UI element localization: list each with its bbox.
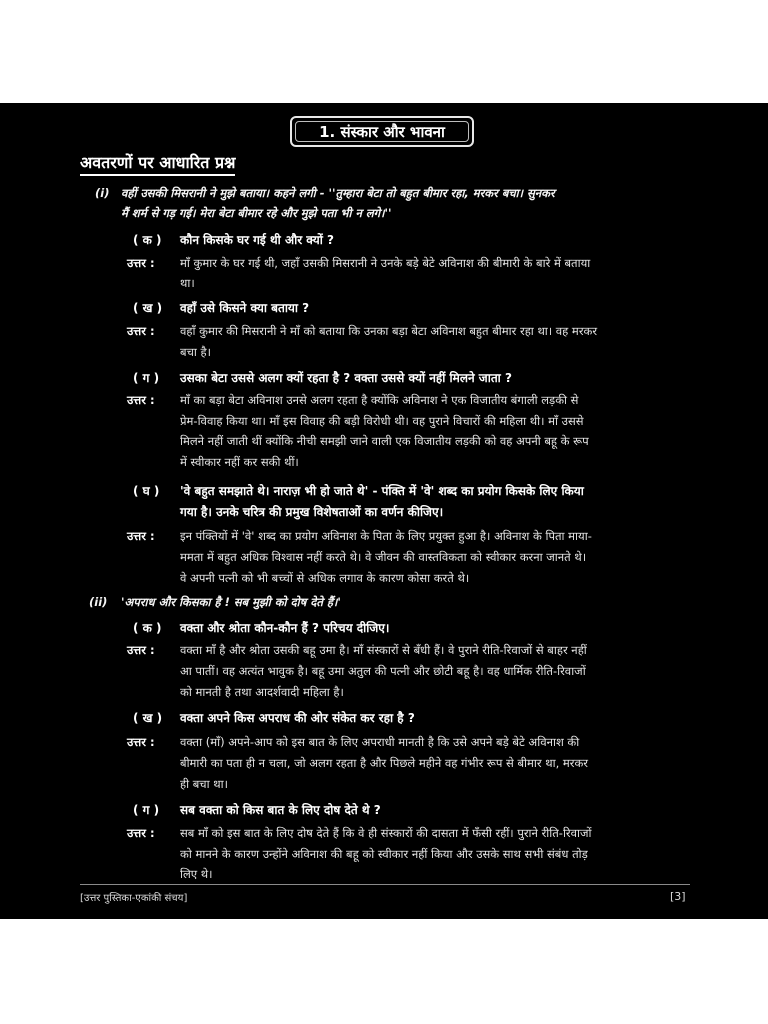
answer-line: लिए थे। bbox=[180, 867, 213, 881]
answer-line: माँ का बड़ा बेटा अविनाश उनसे अलग रहता है क्योंकि अविनाश ने एक विजातीय बंगाली लड़की से bbox=[180, 393, 579, 407]
answer-line: वक्ता माँ है और श्रोता उसकी बहू उमा है। माँ संस्कारों से बँधी हैं। वे पुराने रीति-रिवाजों से बाहर नहीं bbox=[180, 643, 587, 657]
answer-line: बचा है। bbox=[180, 345, 211, 359]
answer-line: को मानती है तथा आदर्शवादी महिला है। bbox=[180, 685, 344, 699]
answer-label: उत्तर : bbox=[127, 529, 155, 543]
answer-line: ही बचा था। bbox=[180, 777, 228, 791]
question-mark: ( ग ) bbox=[133, 371, 160, 385]
page-number: [3] bbox=[670, 890, 686, 903]
answer-label: उत्तर : bbox=[127, 643, 155, 657]
section-heading: अवतरणों पर आधारित प्रश्न bbox=[80, 153, 235, 176]
question-text: वक्ता और श्रोता कौन-कौन हैं ? परिचय दीजिए। bbox=[180, 621, 390, 635]
answer-line: सब माँ को इस बात के लिए दोष देते हैं कि वे ही संस्कारों की दासता में फँसी रहीं। पुराने रीति-रिवाजों bbox=[180, 826, 592, 840]
answer-label: उत्तर : bbox=[127, 256, 155, 270]
answer-line: को मानने के कारण उन्होंने अविनाश की बहू को स्वीकार नहीं किया और उसके साथ सभी संबंध तोड़ bbox=[180, 847, 588, 861]
passage-line: मैं शर्म से गड़ गई। मेरा बेटा बीमार रहे और मुझे पता भी न लगे।'' bbox=[121, 206, 392, 220]
question-text: उसका बेटा उससे अलग क्यों रहता है ? वक्ता उससे क्यों नहीं मिलने जाता ? bbox=[180, 371, 512, 385]
question-mark: ( ख ) bbox=[133, 711, 163, 725]
question-text: सब वक्ता को किस बात के लिए दोष देते थे ? bbox=[180, 803, 381, 817]
answer-line: वे अपनी पत्नी को भी बच्चों से अधिक लगाव के कारण कोसा करते थे। bbox=[180, 571, 470, 585]
question-mark: ( क ) bbox=[133, 621, 162, 635]
answer-label: उत्तर : bbox=[127, 826, 155, 840]
question-text: 'वे बहुत समझाते थे। नाराज़ भी हो जाते थे' - पंक्ति में 'वे' शब्द का प्रयोग किसके लिए किया bbox=[180, 484, 584, 498]
document-page bbox=[0, 103, 768, 919]
question-mark: ( ग ) bbox=[133, 803, 160, 817]
answer-line: माँ कुमार के घर गई थी, जहाँ उसकी मिसरानी ने उनके बड़े बेटे अविनाश की बीमारी के बारे में बताया bbox=[180, 256, 591, 270]
answer-line: बीमारी का पता ही न चला, जो अलग रहता है और पिछले महीने वह गंभीर रूप से बीमार था, मरकर bbox=[180, 756, 588, 770]
question-mark: ( ख ) bbox=[133, 301, 163, 315]
answer-line: ममता में बहुत अधिक विश्वास नहीं करते थे। वे जीवन की वास्तविकता को स्वीकार करना जानते थे। bbox=[180, 550, 587, 564]
question-mark: ( घ ) bbox=[133, 484, 160, 498]
answer-line: था। bbox=[180, 276, 195, 290]
passage-line: 'अपराध और किसका है ! सब मुझी को दोष देते हैं।' bbox=[121, 595, 341, 609]
answer-label: उत्तर : bbox=[127, 735, 155, 749]
answer-line: आ पातीं। वह अत्यंत भावुक है। बहू उमा अतुल की पत्नी और छोटी बहू है। वह धार्मिक रीति-रिवाजों bbox=[180, 664, 586, 678]
passage-number: (i) bbox=[95, 186, 110, 200]
answer-line: वक्ता (माँ) अपने-आप को इस बात के लिए अपराधी मानती है कि उसे अपने बड़े बेटे अविनाश की bbox=[180, 735, 580, 749]
footer-divider bbox=[80, 884, 690, 885]
question-text: वक्ता अपने किस अपराध की ओर संकेत कर रहा है ? bbox=[180, 711, 415, 725]
question-text: गया है। उनके चरित्र की प्रमुख विशेषताओं का वर्णन कीजिए। bbox=[180, 505, 444, 519]
question-text: कौन किसके घर गई थी और क्यों ? bbox=[180, 233, 334, 247]
question-mark: ( क ) bbox=[133, 233, 162, 247]
answer-line: वहाँ कुमार की मिसरानी ने माँ को बताया कि उनका बड़ा बेटा अविनाश बहुत बीमार रहा था। वह मरकर bbox=[180, 324, 598, 338]
answer-line: मिलने नहीं जाती थीं क्योंकि नीची समझी जाने वाली एक विजातीय लड़की को वह अपनी बहू के रूप bbox=[180, 434, 589, 448]
answer-label: उत्तर : bbox=[127, 324, 155, 338]
answer-line: प्रेम-विवाह किया था। माँ इस विवाह की बड़ी विरोधी थी। वह पुराने विचारों की महिला थी। माँ उससे bbox=[180, 414, 584, 428]
chapter-title: 1. संस्कार और भावना bbox=[290, 116, 474, 147]
question-text: वहाँ उसे किसने क्या बताया ? bbox=[180, 301, 310, 315]
passage-line: वहीं उसकी मिसरानी ने मुझे बताया। कहने लगी - ''तुम्हारा बेटा तो बहुत बीमार रहा, मरकर बचा। सुनकर bbox=[121, 186, 555, 200]
answer-label: उत्तर : bbox=[127, 393, 155, 407]
passage-number: (ii) bbox=[89, 595, 108, 609]
answer-line: में स्वीकार नहीं कर सकी थीं। bbox=[180, 455, 299, 469]
answer-line: इन पंक्तियों में 'वे' शब्द का प्रयोग अविनाश के पिता के लिए प्रयुक्त हुआ है। अविनाश के पिता माया- bbox=[180, 529, 592, 543]
footer-book-title: [उत्तर पुस्तिका-एकांकी संचय] bbox=[80, 893, 188, 904]
